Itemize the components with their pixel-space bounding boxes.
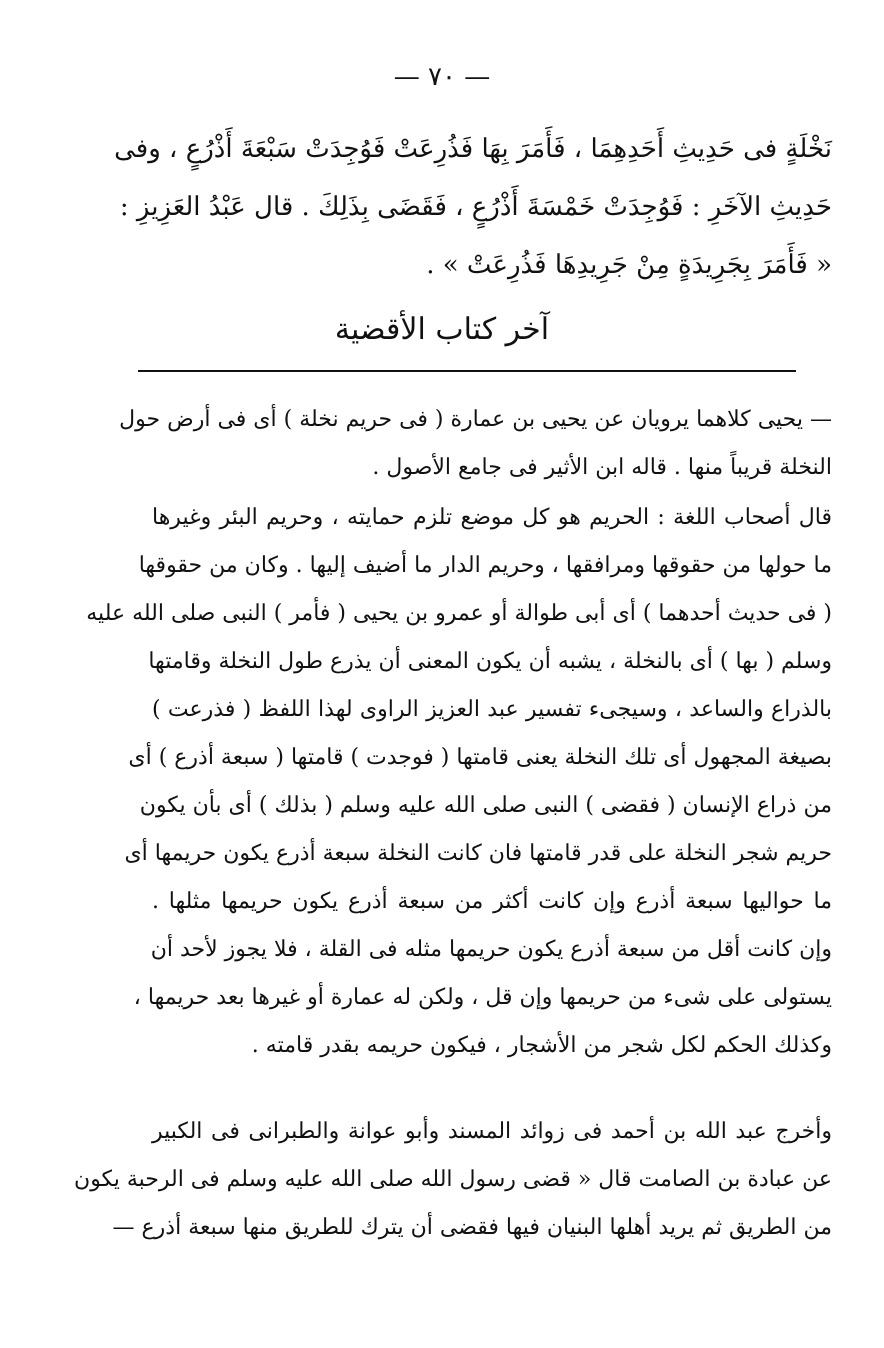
book-end-heading: آخر كتاب الأقضية xyxy=(334,312,550,347)
commentary-paragraph-2 xyxy=(86,494,832,1070)
commentary-line: قال أصحاب اللغة : الحريم هو كل موضع تلزم حمايته ، وحريم البئر وغيرها xyxy=(152,505,832,530)
commentary-line: وإن كانت أقل من سبعة أذرع يكون حريمها مثله فى القلة ، فلا يجوز لأحد أن xyxy=(150,937,832,962)
commentary-paragraph-1 xyxy=(119,396,832,492)
commentary-line: — يحيى كلاهما يرويان عن يحيى بن عمارة ( فى حريم نخلة ) أى فى أرض حول xyxy=(119,407,832,432)
hadith-line: حَدِيثِ الآخَرِ : فَوُجِدَتْ خَمْسَةَ أَذْرُعٍ ، فَقَضَى بِذَلِكَ . قال عَبْدُ العَزِيزِ : xyxy=(119,192,832,222)
commentary-line: النخلة قريباً منها . قاله ابن الأثير فى جامع الأصول . xyxy=(372,455,832,480)
commentary-line: بالذراع والساعد ، وسيجىء تفسير عبد العزيز الراوى لهذا اللفظ ( فذرعت ) xyxy=(152,697,832,722)
footnote-divider xyxy=(138,370,796,372)
commentary-line: بصيغة المجهول أى تلك النخلة يعنى قامتها ( فوجدت ) قامتها ( سبعة أذرع ) أى xyxy=(128,745,832,770)
commentary-line: ما حواليها سبعة أذرع وإن كانت أكثر من سبعة أذرع يكون حريمها مثلها . xyxy=(152,889,832,914)
commentary-line: عن عبادة بن الصامت قال « قضى رسول الله صلى الله عليه وسلم فى الرحبة يكون xyxy=(74,1167,832,1192)
hadith-line: نَخْلَةٍ فى حَدِيثِ أَحَدِهِمَا ، فَأَمَرَ بِهَا فَذُرِعَتْ فَوُجِدَتْ سَبْعَةَ أَذْرُعٍ ، وفى xyxy=(114,134,832,164)
commentary-line: حريم شجر النخلة على قدر قامتها فان كانت النخلة سبعة أذرع يكون حريمها أى xyxy=(124,841,832,866)
page-number: — ٧٠ — xyxy=(393,62,491,92)
commentary-line: وأخرج عبد الله بن أحمد فى زوائد المسند وأبو عوانة والطبرانى فى الكبير xyxy=(152,1119,832,1144)
commentary-line: وسلم ( بها ) أى بالنخلة ، يشبه أن يكون المعنى أن يذرع طول النخلة وقامتها xyxy=(148,649,832,674)
commentary-line: وكذلك الحكم لكل شجر من الأشجار ، فيكون حريمه بقدر قامته . xyxy=(251,1033,832,1058)
commentary-paragraph-3 xyxy=(74,1108,832,1252)
hadith-line: « فَأَمَرَ بِجَرِيدَةٍ مِنْ جَرِيدِهَا فَذُرِعَتْ » . xyxy=(426,250,832,280)
commentary-line: يستولى على شىء من حريمها وإن قل ، ولكن له عمارة أو غيرها بعد حريمها ، xyxy=(133,985,832,1010)
commentary-line: من الطريق ثم يريد أهلها البنيان فيها فقضى أن يترك للطريق منها سبعة أذرع — xyxy=(112,1215,832,1240)
commentary-line: ( فى حديث أحدهما ) أى أبى طوالة أو عمرو بن يحيى ( فأمر ) النبى صلى الله عليه xyxy=(86,601,832,626)
hadith-text xyxy=(114,120,832,294)
commentary-line: من ذراع الإنسان ( فقضى ) النبى صلى الله عليه وسلم ( بذلك ) أى بأن يكون xyxy=(139,793,832,818)
commentary-line: ما حولها من حقوقها ومرافقها ، وحريم الدار ما أضيف إليها . وكان من حقوقها xyxy=(138,553,832,578)
